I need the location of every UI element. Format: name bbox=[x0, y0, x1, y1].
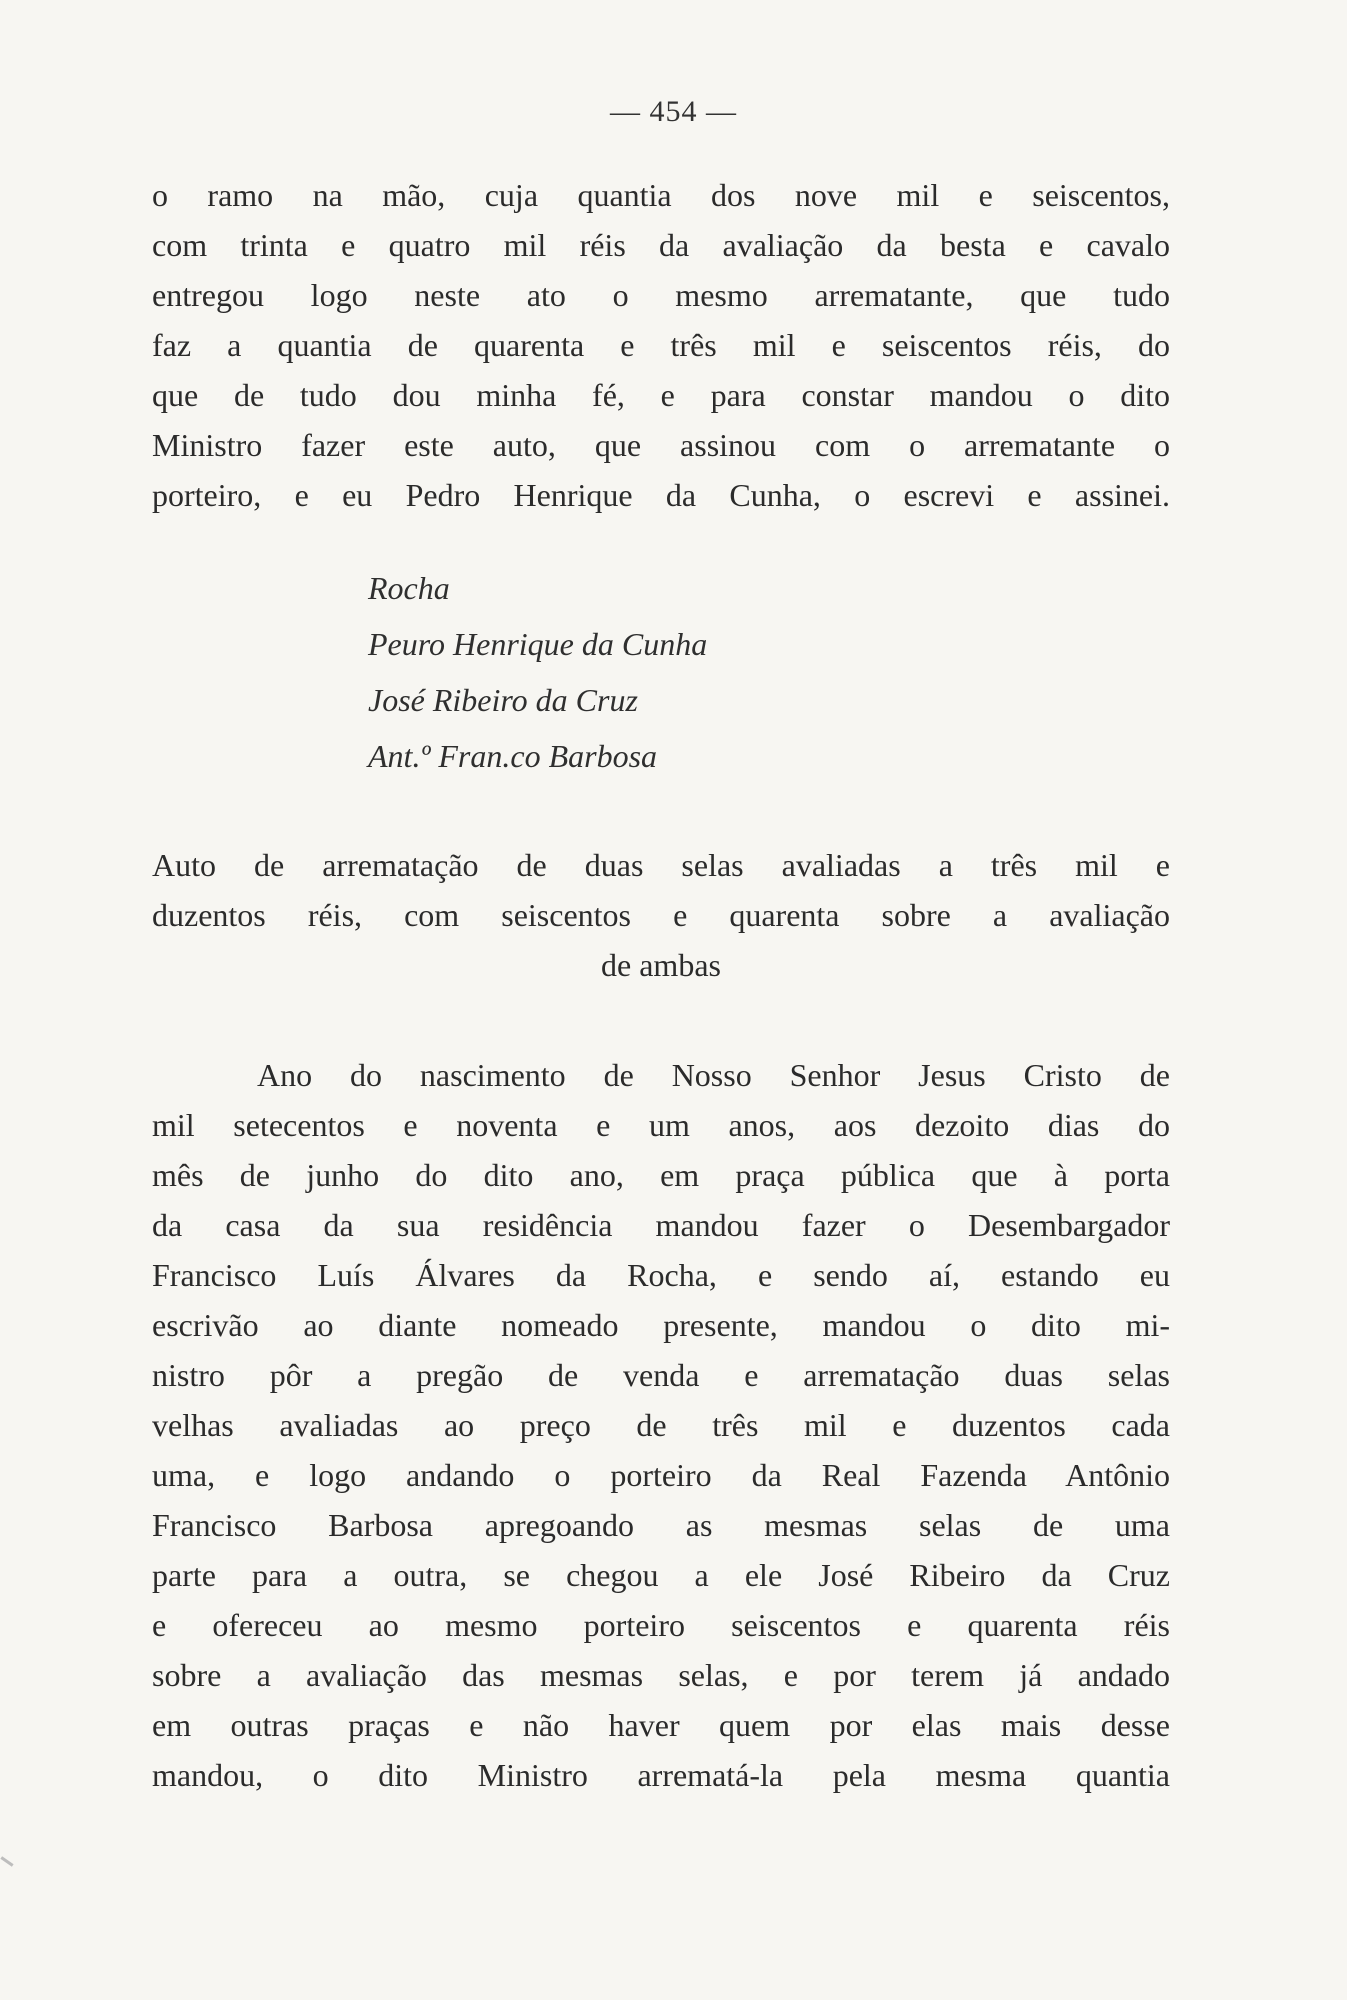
text-line: em outras praças e não haver quem por elas mais desse bbox=[152, 1707, 1170, 1743]
text-line: sobre a avaliação das mesmas selas, e por terem já andado bbox=[152, 1657, 1170, 1693]
text-line: faz a quantia de quarenta e três mil e seiscentos réis, do bbox=[152, 327, 1170, 363]
heading-line: Auto de arrematação de duas selas avaliadas a três mil e bbox=[152, 847, 1170, 883]
page-number: — 454 — bbox=[610, 95, 737, 128]
section-heading bbox=[152, 840, 1170, 990]
paragraph-body bbox=[152, 1050, 1170, 1800]
text-line: nistro pôr a pregão de venda e arrematação duas selas bbox=[152, 1357, 1170, 1393]
signature-block bbox=[368, 560, 707, 784]
text-line: Ministro fazer este auto, que assinou com o arrematante o bbox=[152, 427, 1170, 463]
text-line: com trinta e quatro mil réis da avaliação da besta e cavalo bbox=[152, 227, 1170, 263]
text-line: entregou logo neste ato o mesmo arrematante, que tudo bbox=[152, 277, 1170, 313]
text-line: mês de junho do dito ano, em praça pública que à porta bbox=[152, 1157, 1170, 1193]
text-line: que de tudo dou minha fé, e para constar mandou o dito bbox=[152, 377, 1170, 413]
text-line: da casa da sua residência mandou fazer o Desembargador bbox=[152, 1207, 1170, 1243]
signature-line: Ant.º Fran.co Barbosa bbox=[368, 738, 658, 774]
signature-line: Peuro Henrique da Cunha bbox=[368, 626, 708, 662]
scan-edge-mark bbox=[0, 1856, 13, 1866]
text-line: parte para a outra, se chegou a ele José Ribeiro da Cruz bbox=[152, 1557, 1170, 1593]
text-line: velhas avaliadas ao preço de três mil e duzentos cada bbox=[152, 1407, 1170, 1443]
text-line: porteiro, e eu Pedro Henrique da Cunha, o escrevi e assinei. bbox=[152, 477, 1170, 513]
text-line: e ofereceu ao mesmo porteiro seiscentos e quarenta réis bbox=[152, 1607, 1170, 1643]
paragraph-continuation bbox=[152, 170, 1170, 520]
heading-line: duzentos réis, com seiscentos e quarenta sobre a avaliação bbox=[152, 897, 1170, 933]
text-line: uma, e logo andando o porteiro da Real Fazenda Antônio bbox=[152, 1457, 1170, 1493]
text-line: Ano do nascimento de Nosso Senhor Jesus Cristo de bbox=[257, 1057, 1170, 1093]
text-line: o ramo na mão, cuja quantia dos nove mil e seiscentos, bbox=[152, 177, 1170, 213]
text-line: Francisco Luís Álvares da Rocha, e sendo aí, estando eu bbox=[152, 1257, 1170, 1293]
text-line: escrivão ao diante nomeado presente, mandou o dito mi- bbox=[152, 1307, 1170, 1343]
heading-line: de ambas bbox=[601, 947, 721, 983]
text-line: mandou, o dito Ministro arrematá-la pela mesma quantia bbox=[152, 1757, 1170, 1793]
text-line: mil setecentos e noventa e um anos, aos dezoito dias do bbox=[152, 1107, 1170, 1143]
signature-line: José Ribeiro da Cruz bbox=[368, 682, 638, 718]
signature-line: Rocha bbox=[368, 570, 450, 606]
text-line: Francisco Barbosa apregoando as mesmas selas de uma bbox=[152, 1507, 1170, 1543]
